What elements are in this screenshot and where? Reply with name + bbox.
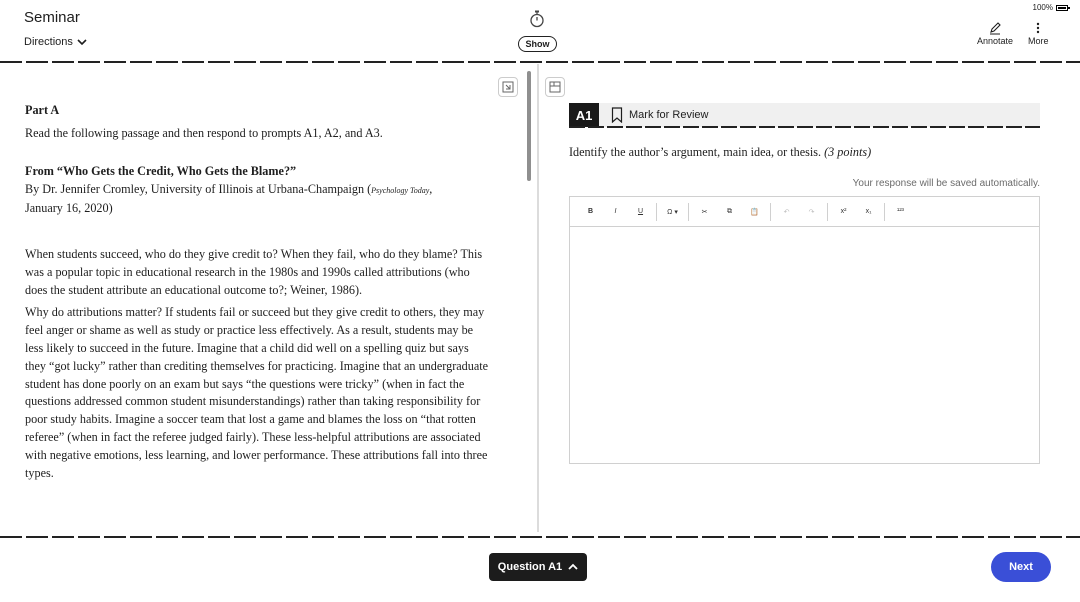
response-textarea[interactable] <box>570 227 1039 463</box>
editor-toolbar <box>570 197 1039 227</box>
battery-label: 100% <box>1032 3 1053 12</box>
question-nav-button[interactable] <box>489 553 587 581</box>
question-nav-label: Question A1 <box>497 561 563 573</box>
timer-icon <box>529 10 545 28</box>
superscript-button[interactable]: x² <box>840 208 847 215</box>
annotate-button[interactable] <box>977 20 1013 46</box>
more-label: More <box>1028 36 1049 46</box>
pencil-icon <box>988 20 1002 36</box>
app-title: Seminar <box>24 9 80 26</box>
byline-comma: , <box>429 182 433 197</box>
footer-divider <box>0 536 1080 538</box>
toolbar-separator <box>827 203 828 221</box>
annotate-label: Annotate <box>977 36 1014 46</box>
chevron-down-icon <box>77 38 87 46</box>
layout-icon <box>549 81 561 93</box>
prompt-points: (3 points) <box>824 145 872 159</box>
mark-for-review-label: Mark for Review <box>629 109 709 121</box>
toolbar-separator <box>688 203 689 221</box>
passage <box>25 102 490 482</box>
battery-icon <box>1056 5 1068 11</box>
publication-date: January 16, 2020) <box>25 201 113 216</box>
passage-instructions: Read the following passage and then respond to prompts A1, A2, and A3. <box>25 125 383 140</box>
undo-button[interactable]: ↶ <box>783 208 790 216</box>
word-count-button[interactable]: ¹²³ <box>897 208 904 215</box>
bold-button[interactable]: B <box>587 208 594 215</box>
underline-button[interactable]: U <box>637 208 644 215</box>
byline-text: By Dr. Jennifer Cromley, University of Illinois at Urbana-Champaign ( <box>25 182 372 197</box>
part-heading: Part A <box>25 103 60 117</box>
mark-for-review-button[interactable] <box>611 107 708 123</box>
source-title: From “Who Gets the Credit, Who Gets the Blame?” <box>25 163 297 178</box>
copy-button[interactable]: ⧉ <box>727 207 732 215</box>
directions-dropdown[interactable] <box>24 36 87 48</box>
publication-name: Psychology Today <box>371 186 430 196</box>
passage-scrollbar[interactable] <box>527 71 531 181</box>
header-divider <box>0 61 1080 63</box>
paste-button[interactable]: 📋 <box>750 208 759 216</box>
response-editor <box>569 196 1040 464</box>
question-number: A1 <box>569 103 599 127</box>
question-header <box>569 103 1040 127</box>
redo-button[interactable]: ↷ <box>808 208 815 216</box>
next-button[interactable]: Next <box>991 552 1051 582</box>
toolbar-separator <box>656 203 657 221</box>
more-vertical-icon <box>1036 20 1040 36</box>
question-header-divider <box>569 126 1040 128</box>
passage-paragraph: When students succeed, who do they give credit to? When they fail, who do they blame? This was a popular topic in educational research in the 1980s and 1990s called attributions (who does the student attribute an educational outcome to?; Weiner, 1986). <box>25 246 483 297</box>
byline <box>25 181 490 218</box>
expand-icon <box>502 81 514 93</box>
passage-paragraph: Why do attributions matter? If students fail or succeed but they give credit to others, they may feel anger or shame as well as study or practice less effectively. As a result, students may be less likely to succeed in the future. Imagine that a child did well on a spelling quiz but says they “got lucky” rather than crediting themselves for practicing. Imagine that an undergraduate student has done poorly on an exam but says “the questions were tricky” (when in fact the questions addressed common student misunderstandings) rather than taking responsibility for poor study habits. Imagine a soccer team that lost a game and blames the loss on “that rotten referee” (when in fact the referee judged fairly). These less-helpful attributions are associated with negative emotions, less learning, and lower performance. These attributions fall into three types. <box>25 305 489 480</box>
autosave-note: Your response will be saved automatically. <box>852 178 1040 189</box>
show-timer-button[interactable]: Show <box>518 36 557 52</box>
expand-question-button[interactable] <box>545 77 565 97</box>
italic-button[interactable]: I <box>614 208 617 215</box>
chevron-up-icon <box>568 563 578 571</box>
cut-button[interactable]: ✂ <box>701 208 708 216</box>
subscript-button[interactable]: x₁ <box>865 208 872 215</box>
question-prompt <box>569 145 871 160</box>
more-button[interactable] <box>1028 20 1049 46</box>
expand-passage-button[interactable] <box>498 77 518 97</box>
toolbar-separator <box>770 203 771 221</box>
battery-status <box>1033 3 1068 12</box>
bookmark-icon <box>611 107 623 123</box>
pane-divider[interactable] <box>537 64 539 532</box>
directions-label: Directions <box>24 36 73 48</box>
prompt-text: Identify the author’s argument, main idea, or thesis. <box>569 145 822 159</box>
special-character-button[interactable]: Ω ▾ <box>667 208 678 216</box>
toolbar-separator <box>884 203 885 221</box>
